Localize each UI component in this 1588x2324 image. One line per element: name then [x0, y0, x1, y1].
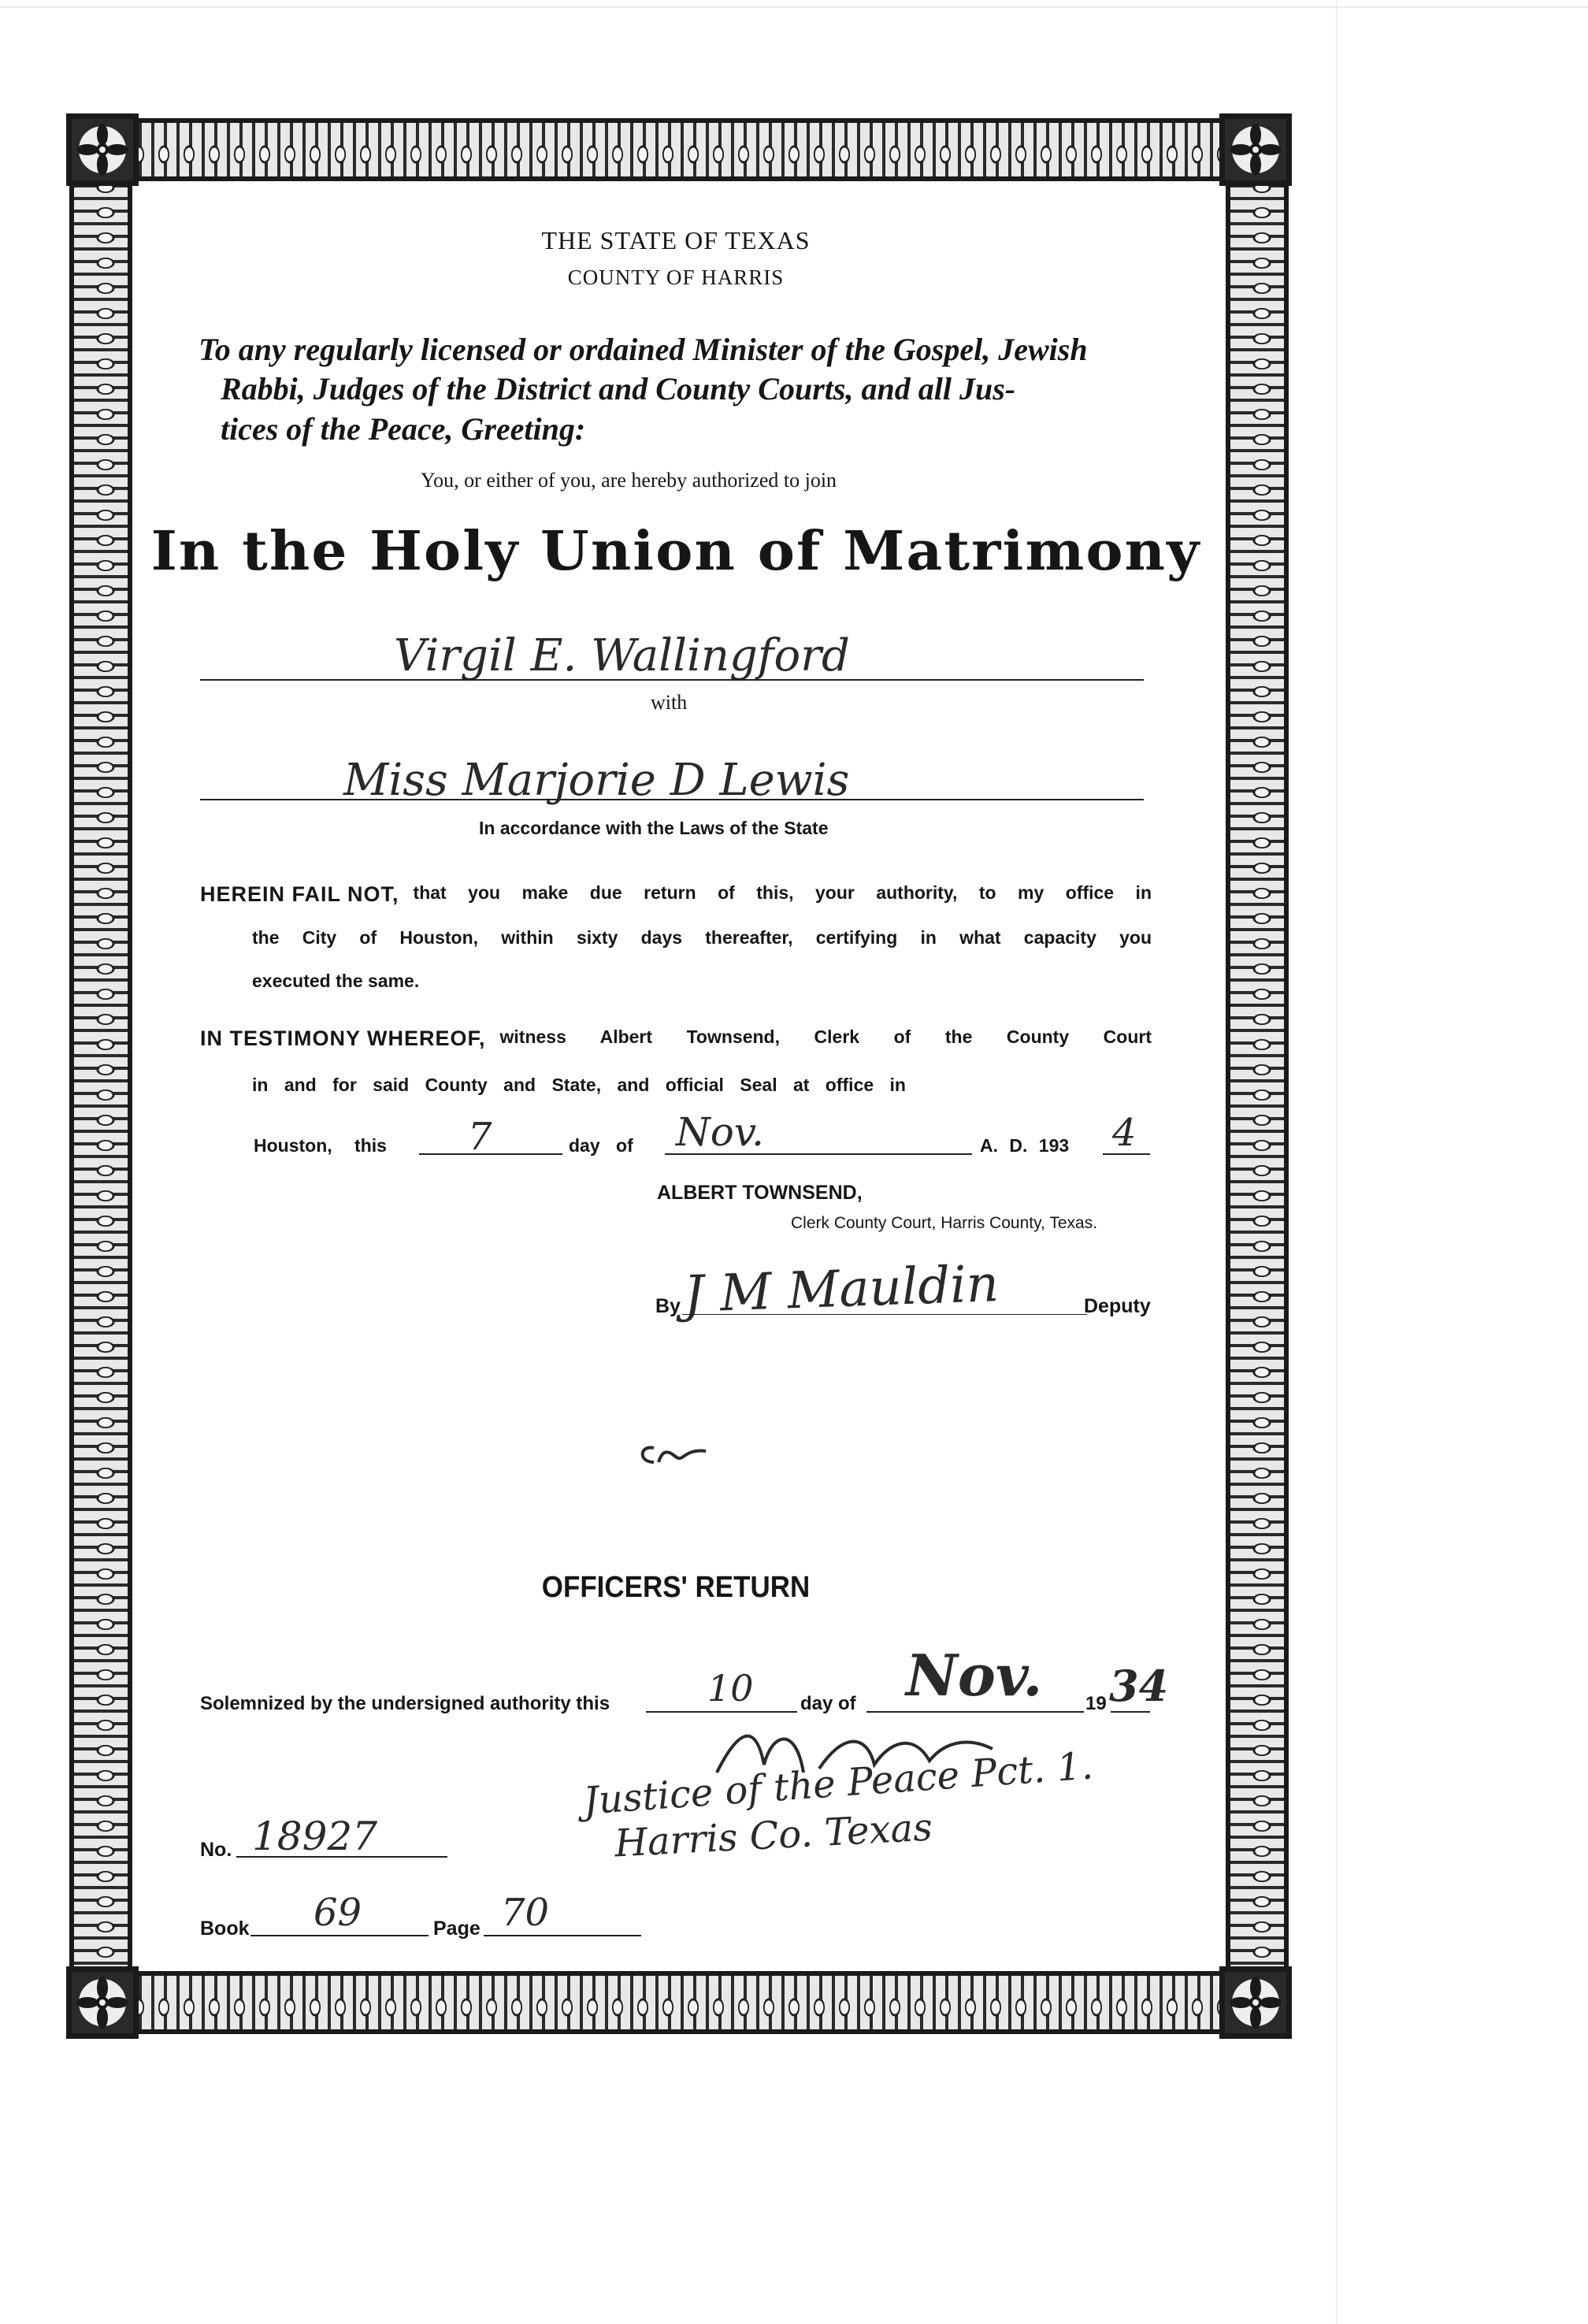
return-month-line — [866, 1711, 1084, 1713]
return-day-label: day of — [800, 1693, 856, 1714]
groom-line — [200, 679, 1144, 681]
state-heading: THE STATE OF TEXAS — [541, 226, 811, 254]
authorization-text: You, or either of you, are hereby authorized to join — [421, 469, 837, 492]
page-label: Page — [433, 1917, 480, 1940]
corner-ornament-bottom-left — [66, 1966, 139, 2039]
page-line — [484, 1935, 641, 1936]
deputy-signature: J M Mauldin — [682, 1255, 1000, 1324]
address-line-2: Rabbi, Judges of the District and County Courts, and all Jus- — [221, 371, 1016, 407]
herein-line-3: executed the same. — [252, 971, 420, 991]
address-line-1: To any regularly licensed or ordained Minister of the Gospel, Jewish — [198, 332, 1088, 367]
herein-lead: HEREIN FAIL NOT, — [200, 882, 399, 906]
year-line — [1103, 1153, 1150, 1155]
return-year-suffix: 34 — [1109, 1661, 1169, 1711]
corner-ornament-top-left — [66, 113, 139, 186]
with-label: with — [651, 691, 688, 714]
bride-line — [200, 799, 1144, 800]
return-day-line — [646, 1711, 797, 1713]
record-number: 18927 — [252, 1814, 378, 1859]
border-left — [69, 175, 132, 1977]
county-heading: COUNTY OF HARRIS — [567, 265, 785, 289]
clerk-title: Clerk County Court, Harris County, Texas. — [791, 1214, 1098, 1232]
border-top — [126, 118, 1232, 181]
date-month: Nov. — [676, 1109, 765, 1155]
clerk-name: ALBERT TOWNSEND, — [657, 1182, 863, 1204]
testimony-lead: IN TESTIMONY WHEREOF, — [200, 1026, 486, 1050]
herein-line-2: the City of Houston, within sixty days thereafter, certifying in what capacity you — [252, 927, 1152, 948]
bride-name: Miss Marjorie D Lewis — [343, 755, 850, 806]
page-number: 70 — [501, 1891, 550, 1935]
return-day: 10 — [707, 1667, 754, 1710]
return-year-line — [1111, 1711, 1150, 1713]
herein-line-1-rest: that you make due return of this, your authority, to my office in — [413, 882, 1152, 903]
date-ad-label: A. D. 193 — [980, 1135, 1070, 1156]
officiant-signature-line-1: Justice of the Peace Pct. 1. — [581, 1743, 1095, 1824]
book-number: 69 — [314, 1891, 362, 1935]
return-month: Nov. — [906, 1642, 1043, 1709]
date-year-digit: 4 — [1112, 1111, 1137, 1155]
border-bottom — [126, 1971, 1232, 2034]
record-no-label: No. — [200, 1839, 232, 1861]
corner-ornament-top-right — [1219, 113, 1292, 186]
book-label: Book — [200, 1917, 250, 1940]
officiant-flourish-icon — [709, 1717, 1040, 1788]
deputy-label: Deputy — [1084, 1295, 1151, 1317]
groom-name: Virgil E. Wallingford — [394, 630, 850, 681]
herein-line-1 — [200, 882, 1152, 907]
law-note: In accordance with the Laws of the State — [479, 818, 829, 838]
date-day: 7 — [468, 1115, 492, 1159]
date-place-label: Houston, this — [254, 1135, 387, 1156]
officers-return-heading: OFFICERS' RETURN — [541, 1571, 811, 1604]
scan-edge-line — [1336, 0, 1337, 2324]
deputy-line — [682, 1314, 1087, 1315]
pen-mark-icon — [635, 1434, 714, 1473]
officiant-signature-line-2: Harris Co. Texas — [613, 1805, 934, 1866]
by-label: By — [655, 1295, 681, 1317]
testimony-line-1 — [200, 1026, 1152, 1051]
testimony-line-2: in and for said County and State, and official Seal at office in — [252, 1075, 906, 1095]
border-right — [1226, 175, 1289, 1977]
scan-top-line — [0, 6, 1588, 8]
book-line — [250, 1935, 429, 1936]
document-title: In the Holy Union of Matrimony — [150, 520, 1201, 583]
corner-ornament-bottom-right — [1219, 1966, 1292, 2039]
address-line-3: tices of the Peace, Greeting: — [221, 411, 586, 447]
return-year-prefix: 19 — [1085, 1693, 1107, 1714]
testimony-line-1-rest: witness Albert Townsend, Clerk of the County Court — [499, 1026, 1152, 1047]
date-day-label: day of — [569, 1135, 633, 1156]
solemnized-label: Solemnized by the undersigned authority this — [200, 1693, 610, 1714]
